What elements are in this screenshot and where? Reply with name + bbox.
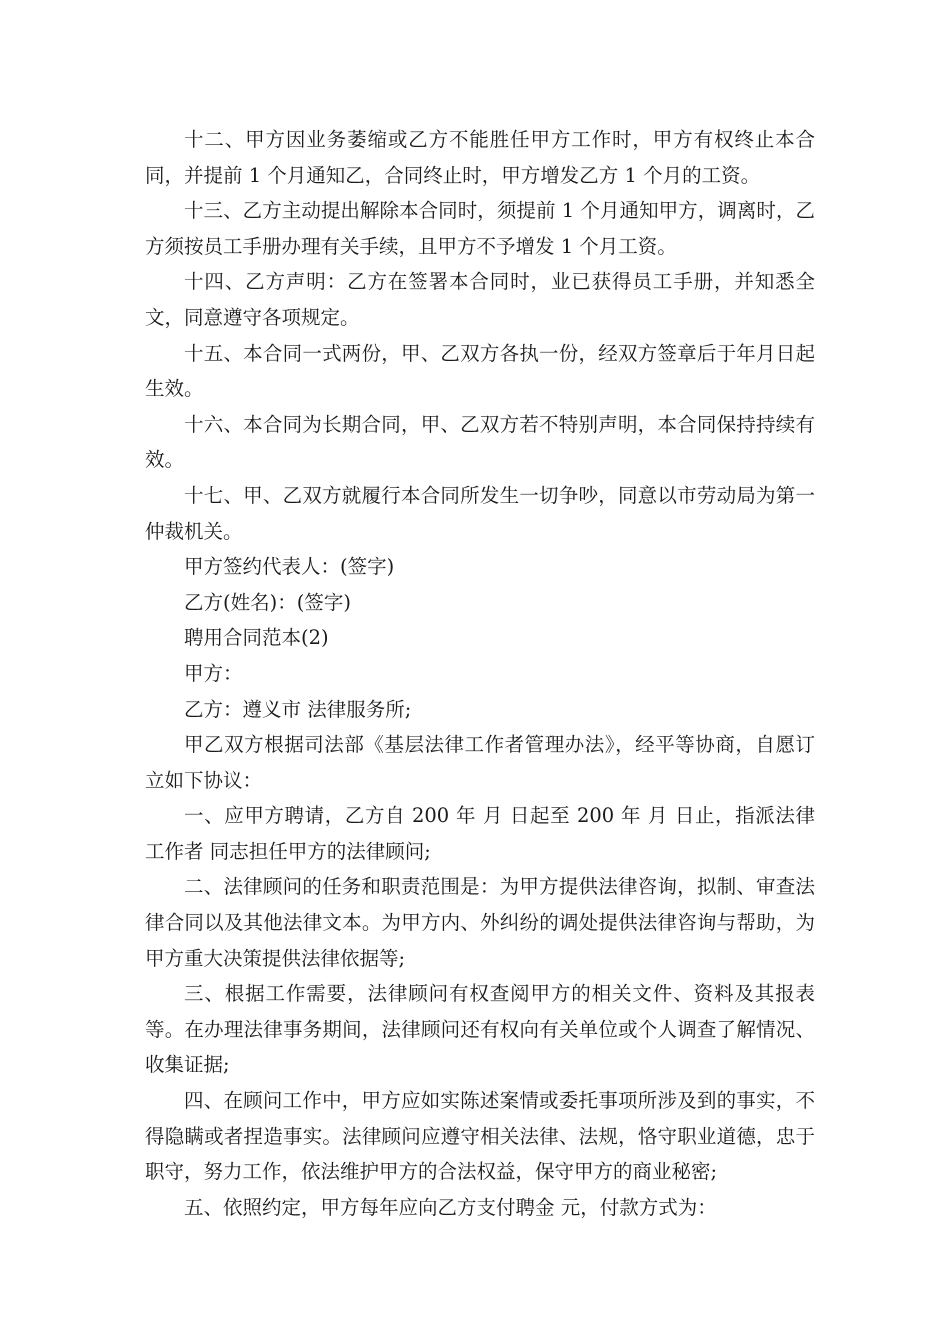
party-b-line: 乙方：遵义市 法律服务所; <box>184 697 412 721</box>
article-3-paragraph: 三、根据工作需要，法律顾问有权查阅甲方的相关文件、资料及其报表等。在办理法律事务期间，法律顾问还有权向有关单位或个人调查了解情况、收集证据; <box>145 982 815 1077</box>
party-a-line: 甲方： <box>184 661 243 685</box>
article-5-paragraph: 五、依照约定，甲方每年应向乙方支付聘金 元，付款方式为： <box>184 1195 717 1219</box>
party-a-signature-line: 甲方签约代表人：(签字) <box>184 555 395 579</box>
party-b-signature-line: 乙方(姓名)：(签字) <box>184 590 351 614</box>
document-body <box>145 122 815 1225</box>
clause-16-paragraph: 十六、本合同为长期合同，甲、乙双方若不特别声明，本合同保持持续有效。 <box>145 412 815 472</box>
article-1-paragraph: 一、应甲方聘请，乙方自 200 年 月 日起至 200 年 月 日止，指派法律工作者 同志担任甲方的法律顾问; <box>145 804 815 863</box>
agreement-preamble: 甲乙双方根据司法部《基层法律工作者管理办法》，经平等协商，自愿订立如下协议： <box>145 733 815 792</box>
contract-template-title: 聘用合同范本(2) <box>184 626 329 650</box>
article-2-paragraph: 二、法律顾问的任务和职责范围是：为甲方提供法律咨询，拟制、审查法律合同以及其他法律文本。为甲方内、外纠纷的调处提供法律咨询与帮助，为甲方重大决策提供法律依据等; <box>145 875 815 970</box>
clause-14-paragraph: 十四、乙方声明：乙方在签署本合同时，业已获得员工手册，并知悉全文，同意遵守各项规定。 <box>145 270 815 329</box>
clause-12-paragraph: 十二、甲方因业务萎缩或乙方不能胜任甲方工作时，甲方有权终止本合同，并提前 1 个月通知乙，合同终止时，甲方增发乙方 1 个月的工资。 <box>145 128 815 187</box>
clause-13-paragraph: 十三、乙方主动提出解除本合同时，须提前 1 个月通知甲方，调离时，乙方须按员工手册办理有关手续，且甲方不予增发 1 个月工资。 <box>145 199 815 258</box>
article-4-paragraph: 四、在顾问工作中，甲方应如实陈述案情或委托事项所涉及到的事实，不得隐瞒或者捏造事实。法律顾问应遵守相关法律、法规，恪守职业道德，忠于职守，努力工作，依法维护甲方的合法权益，保守甲方的商业秘密; <box>145 1089 815 1184</box>
clause-17-paragraph: 十七、甲、乙双方就履行本合同所发生一切争吵，同意以市劳动局为第一仲裁机关。 <box>145 483 815 543</box>
clause-15-paragraph: 十五、本合同一式两份，甲、乙双方各执一份，经双方签章后于年月日起生效。 <box>145 341 815 401</box>
